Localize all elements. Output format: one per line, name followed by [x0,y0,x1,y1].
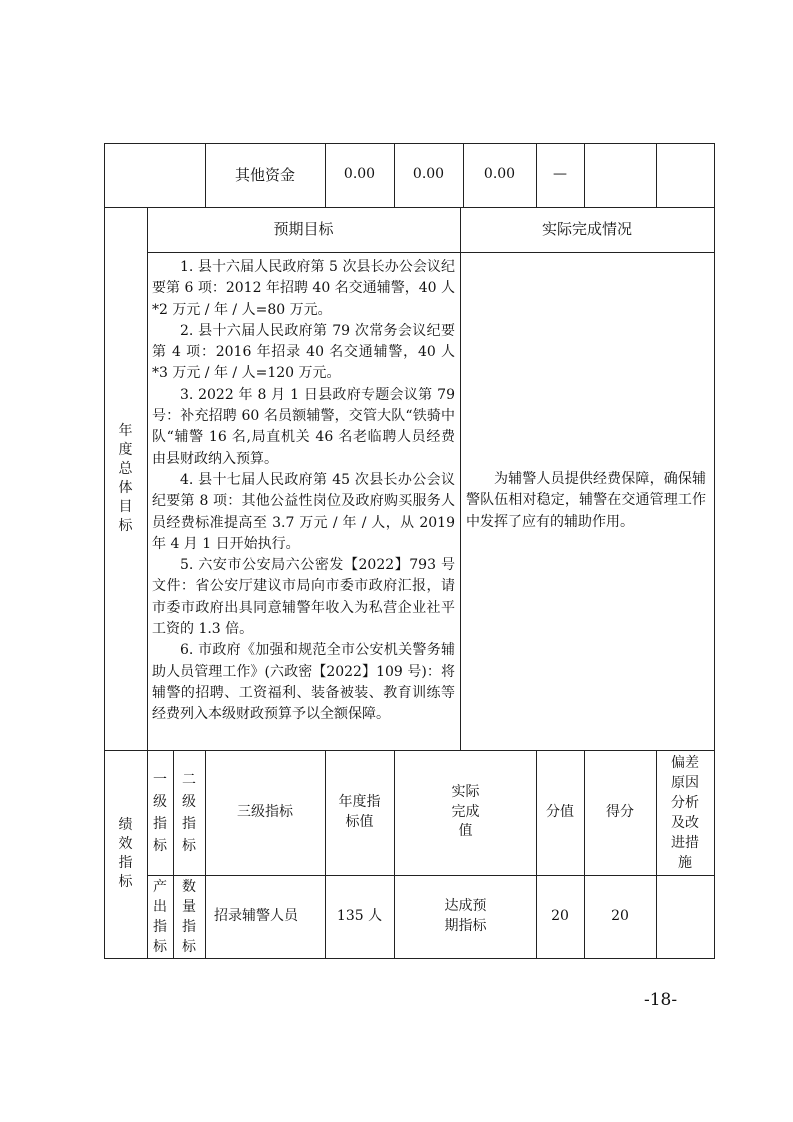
header-level2-text: 二级指标 [182,771,196,854]
header-deviation-text: 偏差原因分析及改进措施 [671,754,699,871]
funding-value-4: — [553,166,567,183]
annual-goal-label-text: 年度总体目标 [118,422,133,534]
goal-item: 4. 县十七届人民政府第 45 次县长办公会议纪要第 8 项：其他公益性岗位及政府购买服务人员经费标准提高至 3.7 万元 / 年 / 人，从 2019 年 4 月 1 日开始执行。 [152,471,455,552]
page-number: -18- [644,990,678,1010]
table-rule [584,143,585,208]
table-rule [656,143,657,208]
table-row-level1 [147,875,173,958]
funding-label: 其他资金 [234,165,295,184]
goal-item: 2. 县十六届人民政府第 79 次常务会议纪要第 4 项：2016 年招录 40 名交通辅警，40 人*3 万元 / 年 / 人=120 万元。 [152,322,455,382]
table-row-deviation [656,875,714,958]
header-level3: 三级指标 [237,803,293,820]
header-actual-value [394,750,536,875]
row-level2-text: 数量指标 [182,878,196,955]
header-level2 [173,750,205,875]
header-actual-value-text: 实际完成值 [451,784,480,840]
goal-item: 5. 六安市公安局六公密发【2022】793 号文件：省公安厅建议市局向市委市政府汇报，请市委市政府出具同意辅警年收入为私营企业社平工资的 1.3 倍。 [152,557,455,638]
perf-indicator-label-text: 绩效指标 [118,817,133,890]
table-row-actual-value [394,875,536,958]
goal-item: 6. 市政府《加强和规范全市公安机关警务辅助人员管理工作》(六政密【2022】109 号)：将辅警的招聘、工资福利、装备被装、教育训练等经费列入本级财政预算予以全额保障。 [152,642,455,723]
expected-goals-list [152,257,455,726]
actual-result-header: 实际完成情况 [541,220,632,238]
table-row-score-value: 20 [551,907,569,924]
actual-result-text: 为辅警人员提供经费保障，确保辅警队伍相对稳定，辅警在交通管理工作中发挥了应有的辅助作用。 [466,471,706,530]
actual-result-text-cell [466,252,706,750]
header-level1 [147,750,173,875]
table-border-right [714,143,715,959]
goal-item: 1. 县十六届人民政府第 5 次县长办公会议纪要第 6 项：2012 年招聘 40 名交通辅警，40 人*2 万元 / 年 / 人=80 万元。 [152,259,455,318]
header-annual-value [325,750,394,875]
table-border-bottom [104,958,715,959]
header-level1-text: 一级指标 [153,771,167,854]
row-actual-value-text: 达成预期指标 [444,897,487,934]
header-score-value: 分值 [546,803,574,820]
table-row-level2 [173,875,205,958]
perf-indicator-label [104,750,147,958]
row-level1-text: 产出指标 [153,878,167,955]
header-deviation [656,750,714,875]
expected-goal-header: 预期目标 [273,220,334,238]
funding-value-1: 0.00 [343,166,376,183]
table-row-score: 20 [611,907,629,924]
header-score: 得分 [606,803,634,820]
goal-item: 3. 2022 年 8 月 1 日县政府专题会议第 79 号：补充招聘 60 名员额辅警，交管大队“铁骑中队“辅警 16 名,局直机关 46 名老临聘人员经费由县财政纳入预算。 [152,386,455,467]
table-row-level3: 招录辅警人员 [214,907,298,924]
table-rule [460,207,461,751]
annual-goal-label [104,207,147,750]
table-row-annual-value: 135 人 [336,907,383,924]
funding-value-3: 0.00 [483,166,516,183]
header-annual-value-text: 年度指标值 [338,793,381,830]
funding-value-2: 0.00 [412,166,445,183]
